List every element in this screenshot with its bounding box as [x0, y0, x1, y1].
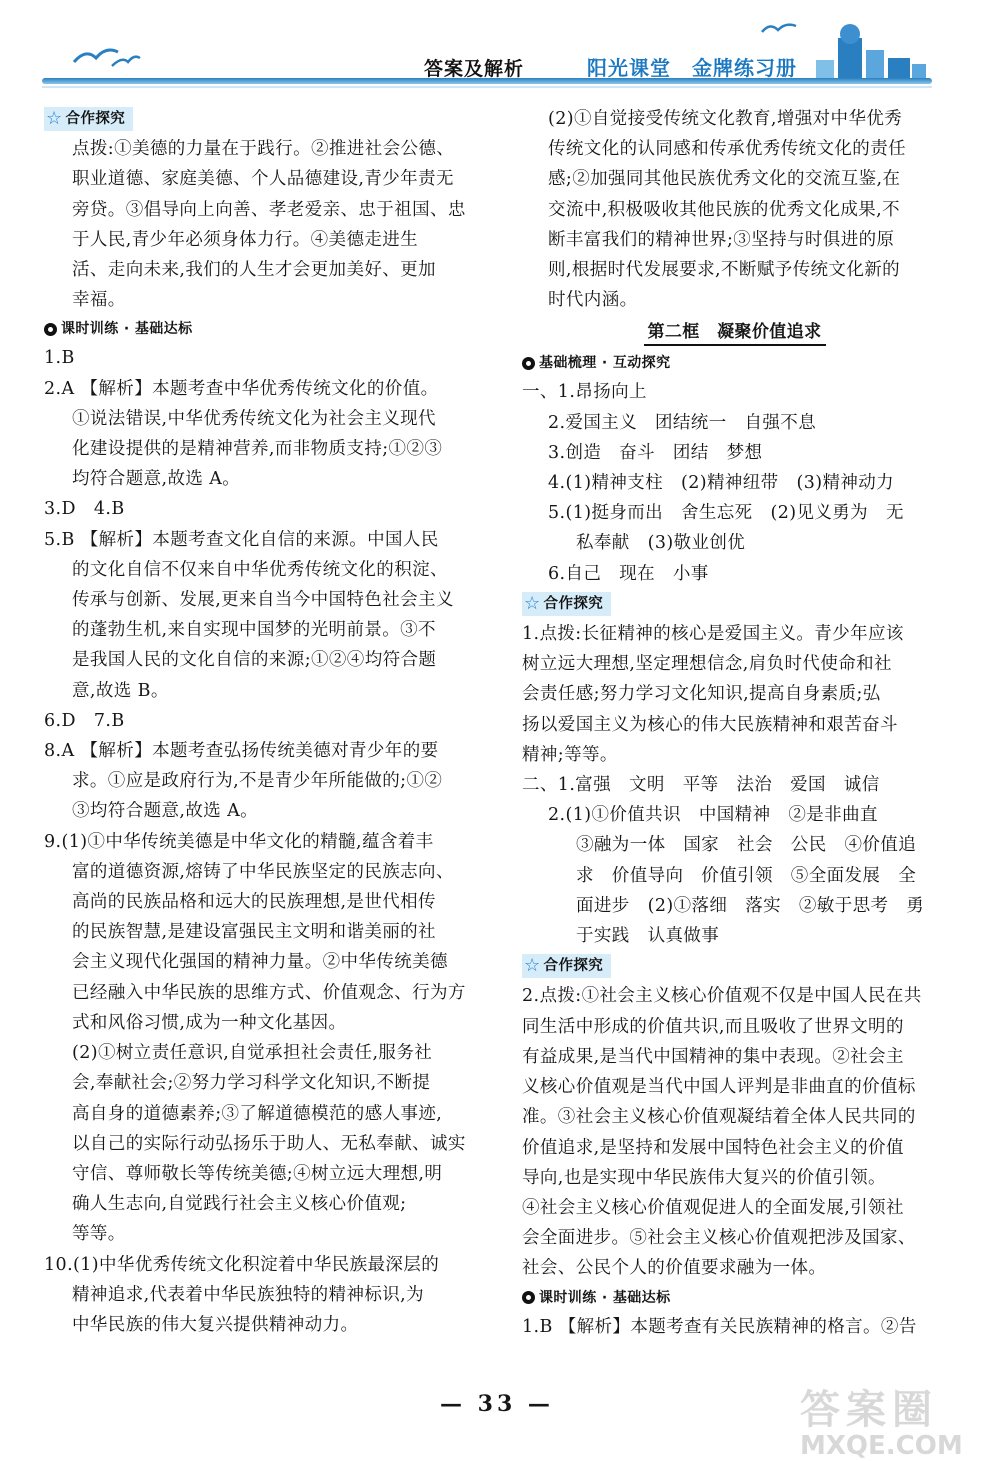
text-line: 等等。 — [72, 1224, 126, 1245]
text-line: 社会、公民个人的价值要求融为一体。 — [522, 1258, 827, 1279]
text-line: 精神追求,代表着中华民族独特的精神标识,为 — [72, 1284, 425, 1305]
text-line: 交流中,积极吸收其他民族的优秀文化成果,不 — [548, 199, 901, 220]
list-item: 3.创造 奋斗 团结 梦想 — [548, 442, 763, 463]
text-line: 式和风俗习惯,成为一种文化基因。 — [72, 1012, 347, 1033]
text-line: 旁贷。③倡导向上向善、孝老爱亲、忠于祖国、忠 — [72, 199, 466, 220]
text-line: 是我国人民的文化自信的来源;①②④均符合题 — [72, 650, 437, 671]
text-line: 导向,也是实现中华民族伟大复兴的价值引领。 — [522, 1167, 886, 1188]
text-line: 以自己的实际行动弘扬乐于助人、无私奉献、诚实 — [72, 1133, 466, 1154]
text-line: 扬以爱国主义为核心的伟大民族精神和艰苦奋斗 — [522, 714, 898, 735]
answer-r2 — [522, 981, 947, 1283]
list-item: 6.自己 现在 小事 — [548, 563, 709, 584]
text-line: 价值追求,是坚持和发展中国特色社会主义的价值 — [522, 1137, 904, 1158]
answer-1-last: 1.B 【解析】本题考查有关民族精神的格言。②告 — [522, 1316, 917, 1337]
text-line: 幸福。 — [72, 290, 126, 311]
text-line: 化建设提供的是精神营养,而非物质支持;①②③ — [72, 439, 443, 460]
answer-9 — [44, 827, 474, 1250]
page-number: — 33 — — [440, 1391, 554, 1417]
series-title: 阳光课堂 金牌练习册 — [587, 56, 797, 80]
basic-answers-list-2 — [522, 770, 947, 951]
list-item: 私奉献 (3)敬业创优 — [576, 533, 746, 554]
star-icon: ☆ — [46, 108, 63, 129]
list-item: 5.(1)挺身而出 舍生忘死 (2)见义勇为 无 — [548, 503, 904, 524]
text-line: (2)①树立责任意识,自觉承担社会责任,服务社 — [72, 1043, 433, 1064]
list-item: 2.(1)①价值共识 中国精神 ②是非曲直 — [548, 805, 878, 826]
text-line: 准。③社会主义核心价值观凝结着全体人民共同的 — [522, 1107, 916, 1128]
text-line: 已经融入中华民族的思维方式、价值观念、行为方 — [72, 982, 466, 1003]
text-line: 高尚的民族品格和远大的民族理想,是世代相传 — [72, 892, 436, 913]
text-line: 9.(1)①中华传统美德是中华文化的精髓,蕴含着丰 — [44, 831, 434, 852]
answer-8 — [44, 736, 474, 827]
section-cooperative-inquiry: ☆ 合作探究 — [522, 592, 611, 616]
section-basic-review: 基础梳理 · 互动探究 — [522, 349, 947, 377]
list-item: 面进步 (2)①落细 落实 ②敏于思考 勇 — [576, 895, 925, 916]
text-line: 会责任感;努力学习文化知识,提高自身素质;弘 — [522, 684, 881, 705]
answer-block-q2 — [44, 134, 474, 315]
text-line: 时代内涵。 — [548, 290, 638, 311]
text-line: 的民族智慧,是建设富强民主文明和谐美丽的社 — [72, 922, 436, 943]
text-line: ③均符合题意,故选 A。 — [72, 801, 259, 822]
section-bullet-icon — [522, 357, 535, 370]
text-line: 职业道德、家庭美德、个人品德建设,青少年责无 — [72, 169, 454, 190]
list-item: 4.(1)精神支柱 (2)精神纽带 (3)精神动力 — [548, 473, 895, 494]
text-line: 树立远大理想,坚定理想信念,肩负时代使命和社 — [522, 654, 892, 675]
list-item: 求 价值导向 价值引领 ⑤全面发展 全 — [576, 865, 917, 886]
answer-5 — [44, 525, 474, 706]
city-skyline-icon — [808, 20, 928, 80]
text-line: ④社会主义核心价值观促进人的全面发展,引领社 — [522, 1197, 904, 1218]
answer-10-part2 — [522, 104, 947, 315]
answer-r1 — [522, 619, 947, 770]
text-line: 富的道德资源,熔铸了中华民族坚定的民族志向、 — [72, 861, 454, 882]
watermark: 答案圈 MXQE.COM — [800, 1387, 963, 1461]
text-line: 会主义现代化强国的精神力量。②中华传统美德 — [72, 952, 448, 973]
seagull-icon — [760, 18, 800, 38]
text-line: 8.A 【解析】本题考查弘扬传统美德对青少年的要 — [44, 741, 439, 762]
section-training: 课时训练 · 基础达标 — [44, 315, 474, 343]
text-line: 2.点拨:①社会主义核心价值观不仅是中国人民在共 — [522, 986, 922, 1007]
section-training: 课时训练 · 基础达标 — [522, 1284, 947, 1312]
text-line: 守信、尊师敬长等传统美德;④树立远大理想,明 — [72, 1163, 443, 1184]
text-line: 均符合题意,故选 A。 — [72, 469, 241, 490]
text-line: 点拨:①美德的力量在于践行。②推进社会公德、 — [72, 139, 455, 160]
text-line: 传统文化的认同感和传承优秀传统文化的责任 — [548, 139, 906, 160]
answer-1: 1.B — [44, 348, 75, 369]
text-line: 2.A 【解析】本题考查中华优秀传统文化的价值。 — [44, 378, 439, 399]
text-line: 中华民族的伟大复兴提供精神动力。 — [72, 1314, 359, 1335]
list-item: 二、1.富强 文明 平等 法治 爱国 诚信 — [522, 775, 880, 796]
header-rule-light — [42, 86, 932, 88]
section-bullet-icon — [44, 323, 57, 336]
text-line: 会,奉献社会;②努力学习科学文化知识,不断提 — [72, 1073, 431, 1094]
text-line: 有益成果,是当代中国精神的集中表现。②社会主 — [522, 1046, 904, 1067]
lesson-frame-title: 第二框 凝聚价值追求 — [522, 317, 947, 347]
answer-2 — [44, 374, 474, 495]
left-column — [44, 104, 474, 1340]
text-line: 的蓬勃生机,来自实现中国梦的光明前景。③不 — [72, 620, 436, 641]
star-icon: ☆ — [524, 955, 541, 977]
text-line: 传承与创新、发展,更来自当今中国特色社会主义 — [72, 590, 454, 611]
text-line: 意,故选 B。 — [72, 680, 169, 701]
answer-10 — [44, 1250, 474, 1341]
text-line: 确人生志向,自觉践行社会主义核心价值观; — [72, 1194, 407, 1215]
section-cooperative-inquiry: ☆ 合作探究 — [522, 954, 611, 978]
text-line: 感;②加强同其他民族优秀文化的交流互鉴,在 — [548, 169, 901, 190]
answers-title: 答案及解析 — [424, 58, 525, 80]
seagull-icon — [72, 40, 142, 70]
section-cooperative-inquiry: ☆ 合作探究 — [44, 107, 133, 131]
text-line: 5.B 【解析】本题考查文化自信的来源。中国人民 — [44, 529, 439, 550]
text-line: 1.点拨:长征精神的核心是爱国主义。青少年应该 — [522, 624, 904, 645]
list-item: 于实践 认真做事 — [576, 926, 720, 947]
text-line: 于人民,青少年必须身体力行。④美德走进生 — [72, 229, 419, 250]
text-line: 活、走向未来,我们的人生才会更加美好、更加 — [72, 260, 436, 281]
text-line: (2)①自觉接受传统文化教育,增强对中华优秀 — [548, 109, 903, 129]
answer-6-7: 6.D 7.B — [44, 710, 125, 731]
text-line: 则,根据时代发展要求,不断赋予传统文化新的 — [548, 260, 901, 281]
basic-answers-list — [522, 377, 947, 588]
text-line: ①说法错误,中华优秀传统文化为社会主义现代 — [72, 408, 436, 429]
text-line: 10.(1)中华优秀传统文化积淀着中华民族最深层的 — [44, 1254, 440, 1275]
text-line: 义核心价值观是当代中国人评判是非曲直的价值标 — [522, 1077, 916, 1098]
text-line: 精神;等等。 — [522, 744, 618, 765]
text-line: 求。①应是政府行为,不是青少年所能做的;①② — [72, 771, 443, 792]
text-line: 会全面进步。⑤社会主义核心价值观把涉及国家、 — [522, 1228, 916, 1249]
list-item: ③融为一体 国家 社会 公民 ④价值追 — [576, 835, 917, 856]
right-column — [522, 104, 947, 1342]
text-line: 断丰富我们的精神世界;③坚持与时俱进的原 — [548, 229, 895, 250]
list-item: 一、1.昂扬向上 — [522, 382, 647, 403]
star-icon: ☆ — [524, 592, 541, 614]
text-line: 高自身的道德素养;③了解道德模范的感人事迹, — [72, 1103, 443, 1124]
text-line: 的文化自信不仅来自中华优秀传统文化的积淀、 — [72, 559, 448, 580]
list-item: 2.爱国主义 团结统一 自强不息 — [548, 412, 817, 433]
answer-3-4: 3.D 4.B — [44, 499, 125, 520]
page-header — [0, 0, 1000, 100]
text-line: 同生活中形成的价值共识,而且吸收了世界文明的 — [522, 1016, 904, 1037]
section-bullet-icon — [522, 1291, 535, 1304]
